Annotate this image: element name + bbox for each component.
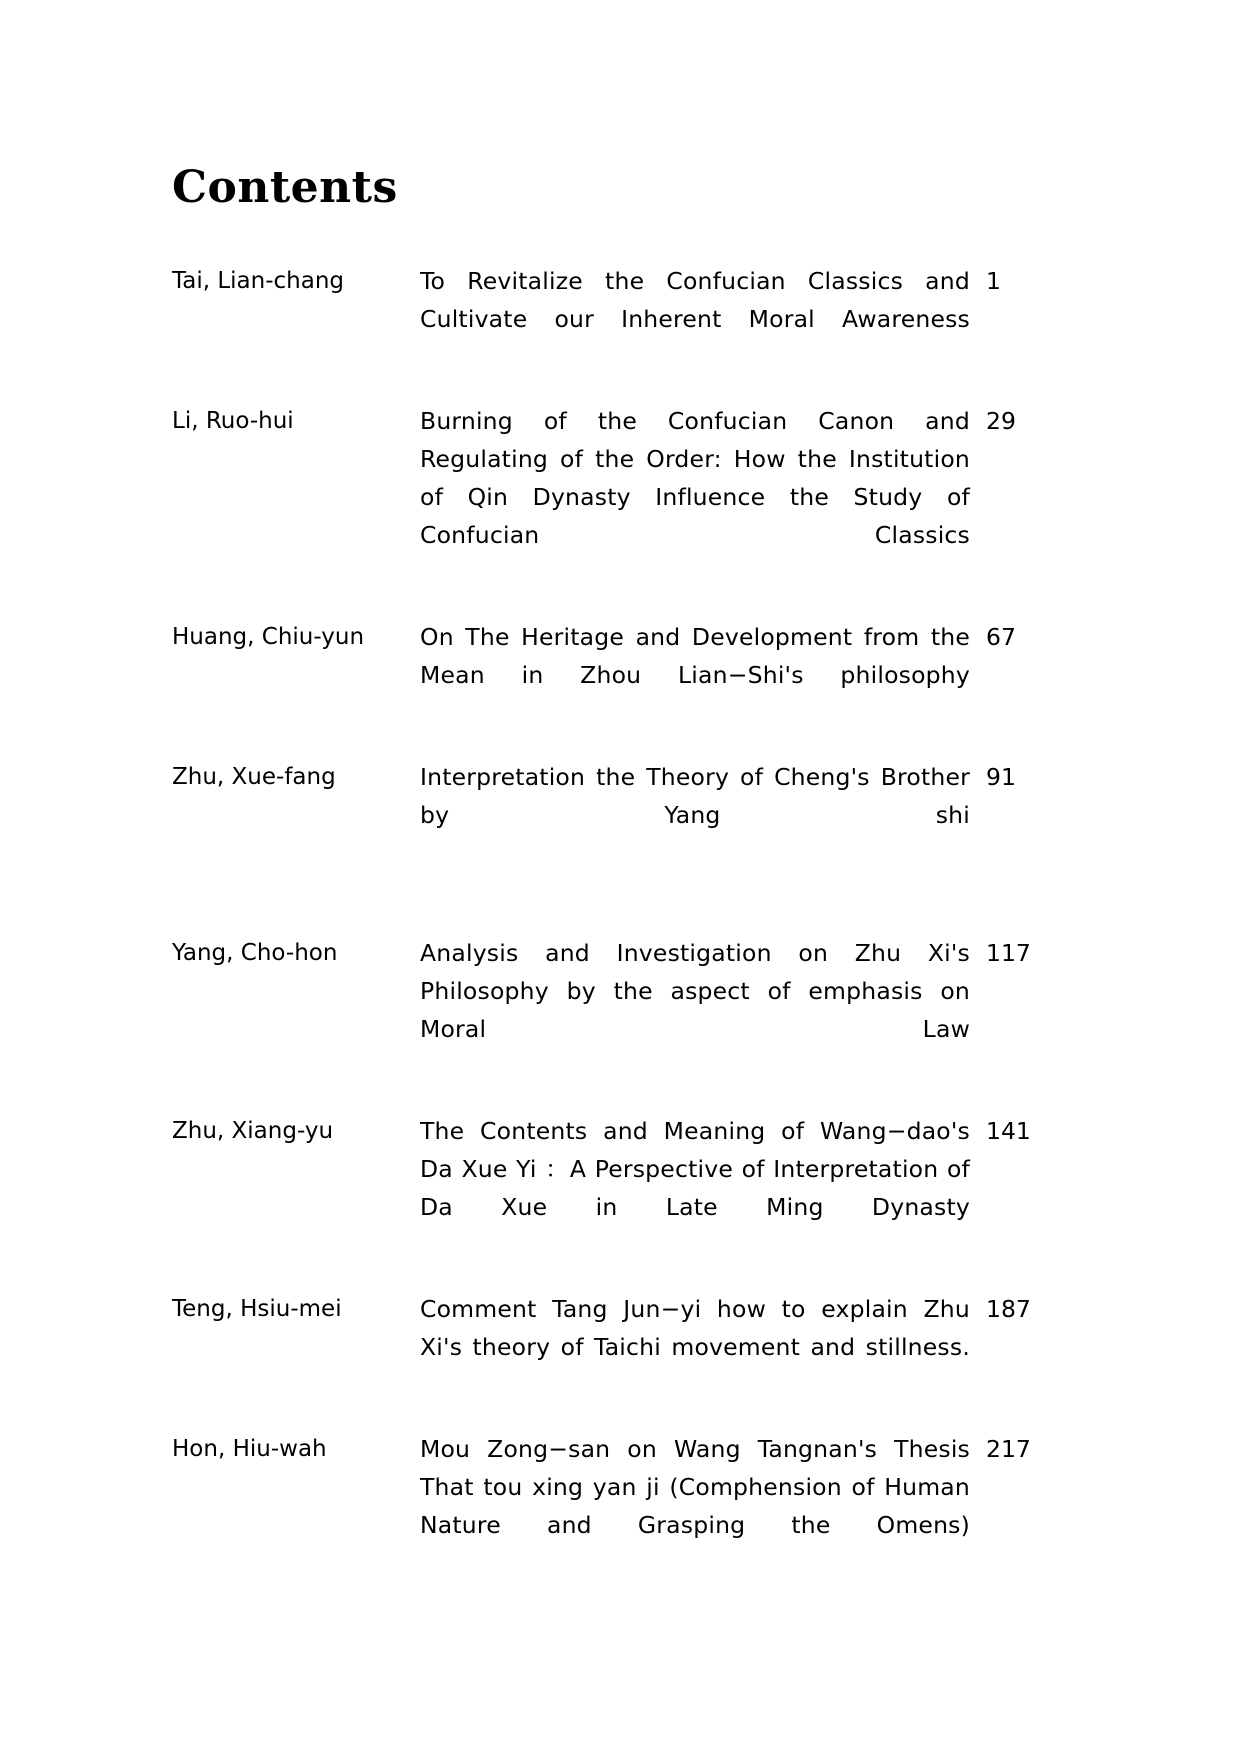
toc-title: Analysis and Investigation on Zhu Xi's Philosophy by the aspect of emphasis on Moral Law xyxy=(420,939,970,1043)
toc-author: Zhu, Xue-fang xyxy=(172,764,336,790)
toc-title: On The Heritage and Development from the Mean in Zhou Lian−Shi's philosophy xyxy=(420,623,970,689)
toc-page-number: 217 xyxy=(986,1435,1031,1463)
toc-page-number: 29 xyxy=(986,407,1016,435)
toc-entry[interactable] xyxy=(172,618,1052,732)
toc-author: Yang, Cho-hon xyxy=(172,940,338,966)
toc-entry[interactable] xyxy=(172,1290,1052,1404)
toc-title: Burning of the Confucian Canon and Regulating of the Order: How the Institution of Qin Dynasty Influence the Study of Confucian Classics xyxy=(420,407,970,549)
toc-entry[interactable] xyxy=(172,1430,1052,1582)
toc-author: Hon, Hiu-wah xyxy=(172,1436,327,1462)
toc-title: The Contents and Meaning of Wang−dao's Da Xue Yi ：A Perspective of Interpretation of Da Xue in Late Ming Dynasty xyxy=(420,1117,970,1221)
toc-title: To Revitalize the Confucian Classics and Cultivate our Inherent Moral Awareness xyxy=(420,267,970,333)
toc-page-number: 187 xyxy=(986,1295,1031,1323)
toc-entry[interactable] xyxy=(172,402,1052,592)
toc-title: Interpretation the Theory of Cheng's Brother by Yang shi xyxy=(420,763,970,829)
toc-author: Teng, Hsiu-mei xyxy=(172,1296,342,1322)
toc-page-number: 1 xyxy=(986,267,1001,295)
toc-title: Mou Zong−san on Wang Tangnan's Thesis That tou xing yan ji (Comphension of Human Nature and Grasping the Omens) xyxy=(420,1435,970,1539)
toc-author: Huang, Chiu-yun xyxy=(172,624,365,650)
page-title: Contents xyxy=(172,162,398,213)
toc-author: Tai, Lian-chang xyxy=(172,268,345,294)
table-of-contents xyxy=(172,262,1052,1608)
toc-page-number: 117 xyxy=(986,939,1031,967)
toc-author: Zhu, Xiang-yu xyxy=(172,1118,334,1144)
toc-entry[interactable] xyxy=(172,262,1052,376)
toc-page-number: 91 xyxy=(986,763,1016,791)
toc-entry[interactable] xyxy=(172,1112,1052,1264)
toc-author: Li, Ruo-hui xyxy=(172,408,294,434)
toc-page-number: 141 xyxy=(986,1117,1031,1145)
toc-page-number: 67 xyxy=(986,623,1016,651)
toc-title: Comment Tang Jun−yi how to explain Zhu Xi's theory of Taichi movement and stillness. xyxy=(420,1295,970,1361)
toc-entry[interactable] xyxy=(172,758,1052,872)
toc-entry[interactable] xyxy=(172,934,1052,1086)
